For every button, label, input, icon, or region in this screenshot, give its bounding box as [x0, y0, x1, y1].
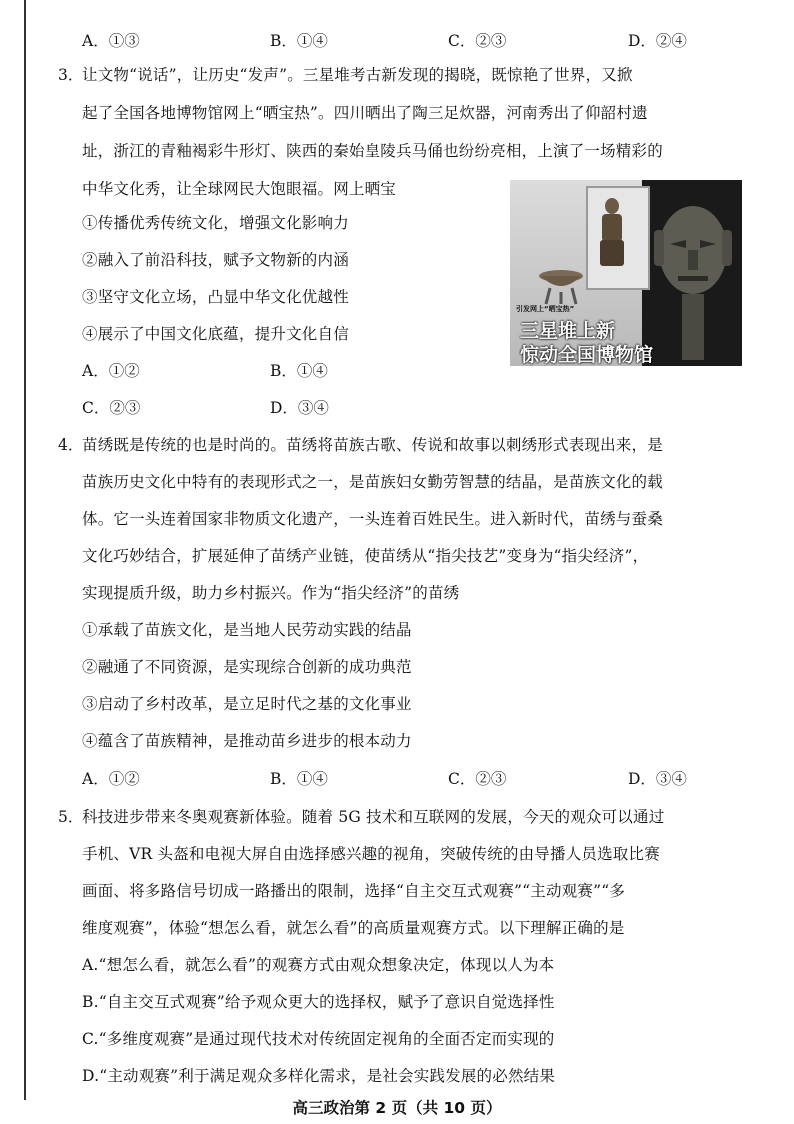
page-footer: 高三政治第 2 页（共 10 页）: [292, 1099, 502, 1117]
q3-option-b: B．①④: [270, 362, 328, 380]
q5-stem-line: 手机、VR 头盔和电视大屏自由选择感兴趣的视角，突破传统的由导播人员选取比赛: [82, 845, 660, 863]
q3-option-d: D．③④: [270, 399, 329, 417]
photo-caption-line2: 惊动全国博物馆: [520, 344, 654, 366]
q3-item-3: ③坚守文化立场，凸显中华文化优越性: [82, 288, 349, 306]
q3-option-c: C．②③: [82, 399, 141, 417]
q5-stem-line: 维度观赛”，体验“想怎么看，就怎么看”的高质量观赛方式。以下理解正确的是: [82, 919, 625, 937]
q5-option-d: D.“主动观赛”利于满足观众多样化需求，是社会实践发展的必然结果: [82, 1067, 556, 1085]
q4-stem-line: 苗绣既是传统的也是时尚的。苗绣将苗族古歌、传说和故事以刺绣形式表现出来，是: [82, 436, 663, 454]
q5-stem-line: 画面、将多路信号切成一路播出的限制，选择“自主交互式观赛”“主动观赛”“多: [82, 882, 626, 900]
terracotta-warrior-icon: [592, 194, 632, 274]
q4-option-b: B．①④: [270, 770, 328, 788]
q2-option-c: C．②③: [448, 32, 507, 50]
q3-stem-line: 起了全国各地博物馆网上“晒宝热”。四川晒出了陶三足炊器，河南秀出了仰韶村遗: [82, 104, 648, 122]
margin-line: [24, 0, 26, 1100]
q4-option-a: A．①②: [82, 770, 140, 788]
bronze-mask-icon: [648, 200, 738, 360]
sanxingdui-photo: [510, 180, 742, 366]
q2-option-d: D．②④: [628, 32, 687, 50]
q3-stem-line: 让文物“说话”，让历史“发声”。三星堆考古新发现的揭晓，既惊艳了世界，又掀: [82, 66, 633, 84]
q3-item-4: ④展示了中国文化底蕴，提升文化自信: [82, 325, 349, 343]
photo-tag-text: 引发网上“晒宝热”: [516, 305, 575, 313]
q4-item-1: ①承载了苗族文化，是当地人民劳动实践的结晶: [82, 621, 412, 639]
q3-stem-line: 址，浙江的青釉褐彩牛形灯、陕西的秦始皇陵兵马俑也纷纷亮相，上演了一场精彩的: [82, 142, 663, 160]
q5-option-a: A.“想怎么看，就怎么看”的观赛方式由观众想象决定，体现以人为本: [82, 956, 555, 974]
q4-number: 4．: [58, 436, 84, 454]
q5-number: 5．: [58, 808, 84, 826]
q4-option-c: C．②③: [448, 770, 507, 788]
q2-option-b: B．①④: [270, 32, 328, 50]
tripod-vessel-icon: [536, 266, 586, 306]
q3-item-2: ②融入了前沿科技，赋予文物新的内涵: [82, 251, 349, 269]
q4-stem-line: 文化巧妙结合，扩展延伸了苗绣产业链，使苗绣从“指尖技艺”变身为“指尖经济”，: [82, 547, 649, 565]
q3-option-a: A．①②: [82, 362, 140, 380]
q4-stem-line: 苗族历史文化中特有的表现形式之一，是苗族妇女勤劳智慧的结晶，是苗族文化的载: [82, 473, 663, 491]
q3-number: 3．: [58, 66, 84, 84]
q4-option-d: D．③④: [628, 770, 687, 788]
q4-stem-line: 实现提质升级，助力乡村振兴。作为“指尖经济”的苗绣: [82, 584, 460, 602]
q4-stem-line: 体。它一头连着国家非物质文化遗产，一头连着百姓民生。进入新时代，苗绣与蚕桑: [82, 510, 663, 528]
q4-item-3: ③启动了乡村改革，是立足时代之基的文化事业: [82, 695, 412, 713]
q5-option-b: B.“自主交互式观赛”给予观众更大的选择权，赋予了意识自觉选择性: [82, 993, 555, 1011]
photo-caption-line1: 三星堆上新: [520, 320, 616, 342]
q4-item-2: ②融通了不同资源，是实现综合创新的成功典范: [82, 658, 412, 676]
q5-stem-line: 科技进步带来冬奥观赛新体验。随着 5G 技术和互联网的发展，今天的观众可以通过: [82, 808, 665, 826]
q4-item-4: ④蕴含了苗族精神，是推动苗乡进步的根本动力: [82, 732, 412, 750]
q5-option-c: C.“多维度观赛”是通过现代技术对传统固定视角的全面否定而实现的: [82, 1030, 555, 1048]
q3-stem-line: 中华文化秀，让全球网民大饱眼福。网上晒宝: [82, 180, 397, 198]
q2-option-a: A．①③: [82, 32, 140, 50]
q3-item-1: ①传播优秀传统文化，增强文化影响力: [82, 214, 349, 232]
